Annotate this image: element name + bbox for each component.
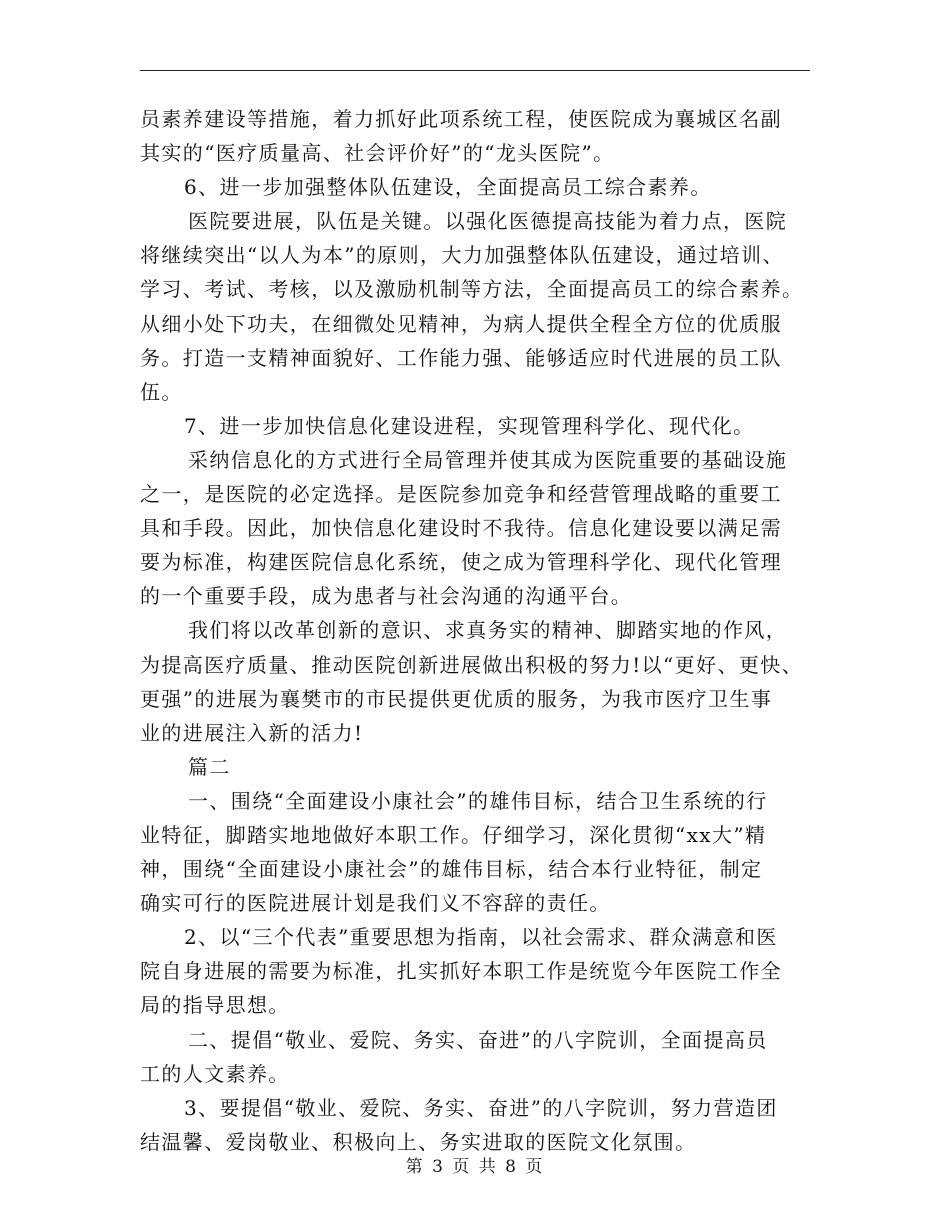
paragraph-line: 将继续突出“以人为本”的原则，大力加强整体队伍建设，通过培训、 (140, 243, 784, 268)
paragraph-line: 具和手段。因此，加快信息化建设时不我待。信息化建设要以满足需 (140, 516, 782, 541)
paragraph-line: 神，围绕“全面建设小康社会”的雄伟目标，结合本行业特征，制定 (140, 857, 763, 882)
paragraph-line: 医院要进展，队伍是关键。以强化医德提高技能为着力点，医院 (188, 209, 788, 234)
paragraph-line: 学习、考试、考核，以及激励机制等方法，全面提高员工的综合素养。 (140, 277, 804, 302)
section-heading-two: 二、提倡“敬业、爱院、务实、奋进”的八字院训，全面提高员 (188, 1027, 768, 1052)
paragraph-line: 更强”的进展为襄樊市的市民提供更优质的服务，为我市医疗卫生事 (140, 686, 773, 711)
paragraph-line: 从细小处下功夫，在细微处见精神，为病人提供全程全方位的优质服 (140, 311, 782, 336)
paragraph-line: 业特征，脚踏实地地做好本职工作。仔细学习，深化贯彻“xx大”精 (140, 822, 767, 847)
paragraph-line: 员素养建设等措施，着力抓好此项系统工程，使医院成为襄城区名副 (140, 107, 782, 131)
paragraph-line: 业的进展注入新的活力! (140, 720, 364, 745)
document-body (140, 102, 840, 1159)
paragraph-line: 我们将以改革创新的意识、求真务实的精神、脚踏实地的作风， (188, 618, 788, 643)
header-rule (140, 70, 810, 71)
paragraph-line: 务。打造一支精神面貌好、工作能力强、能够适应时代进展的员工队 (140, 345, 782, 370)
paragraph-line: 其实的“医疗质量高、社会评价好”的“龙头医院”。 (140, 141, 615, 166)
paragraph-line: 工的人文素养。 (140, 1061, 290, 1086)
paragraph-line: 为提高医疗质量、推动医院创新进展做出积极的努力!以“更好、更快、 (140, 652, 804, 677)
paragraph-line: 之一，是医院的必定选择。是医院参加竞争和经营管理战略的重要工 (140, 482, 782, 507)
paragraph-line: 结温馨、爱岗敬业、积极向上、务实进取的医院文化氛围。 (140, 1129, 697, 1154)
section-heading-3: 3、要提倡“敬业、爱院、务实、奋进”的八字院训，努力营造团 (184, 1095, 778, 1120)
page-number-footer: 第 3 页 共 8 页 (405, 1157, 545, 1177)
paragraph-line: 院自身进展的需要为标准，扎实抓好本职工作是统览今年医院工作全 (140, 959, 782, 984)
section-heading-1: 一、围绕“全面建设小康社会”的雄伟目标，结合卫生系统的行 (188, 788, 768, 813)
paragraph-line: 局的指导思想。 (140, 993, 290, 1018)
paragraph-line: 要为标准，构建医院信息化系统，使之成为管理科学化、现代化管理 (140, 550, 782, 575)
paragraph-line: 确实可行的医院进展计划是我们义不容辞的责任。 (140, 891, 611, 916)
section-heading-7: 7、进一步加快信息化建设进程，实现管理科学化、现代化。 (184, 413, 755, 438)
section-heading-6: 6、进一步加强整体队伍建设，全面提高员工综合素养。 (184, 175, 712, 200)
part-heading: 篇二 (188, 754, 231, 779)
paragraph-line: 的一个重要手段，成为患者与社会沟通的沟通平台。 (140, 584, 633, 609)
paragraph-line: 采纳信息化的方式进行全局管理并使其成为医院重要的基础设施 (188, 447, 788, 472)
paragraph-line: 伍。 (140, 379, 183, 404)
section-heading-2: 2、以“三个代表”重要思想为指南，以社会需求、群众满意和医 (184, 925, 778, 950)
